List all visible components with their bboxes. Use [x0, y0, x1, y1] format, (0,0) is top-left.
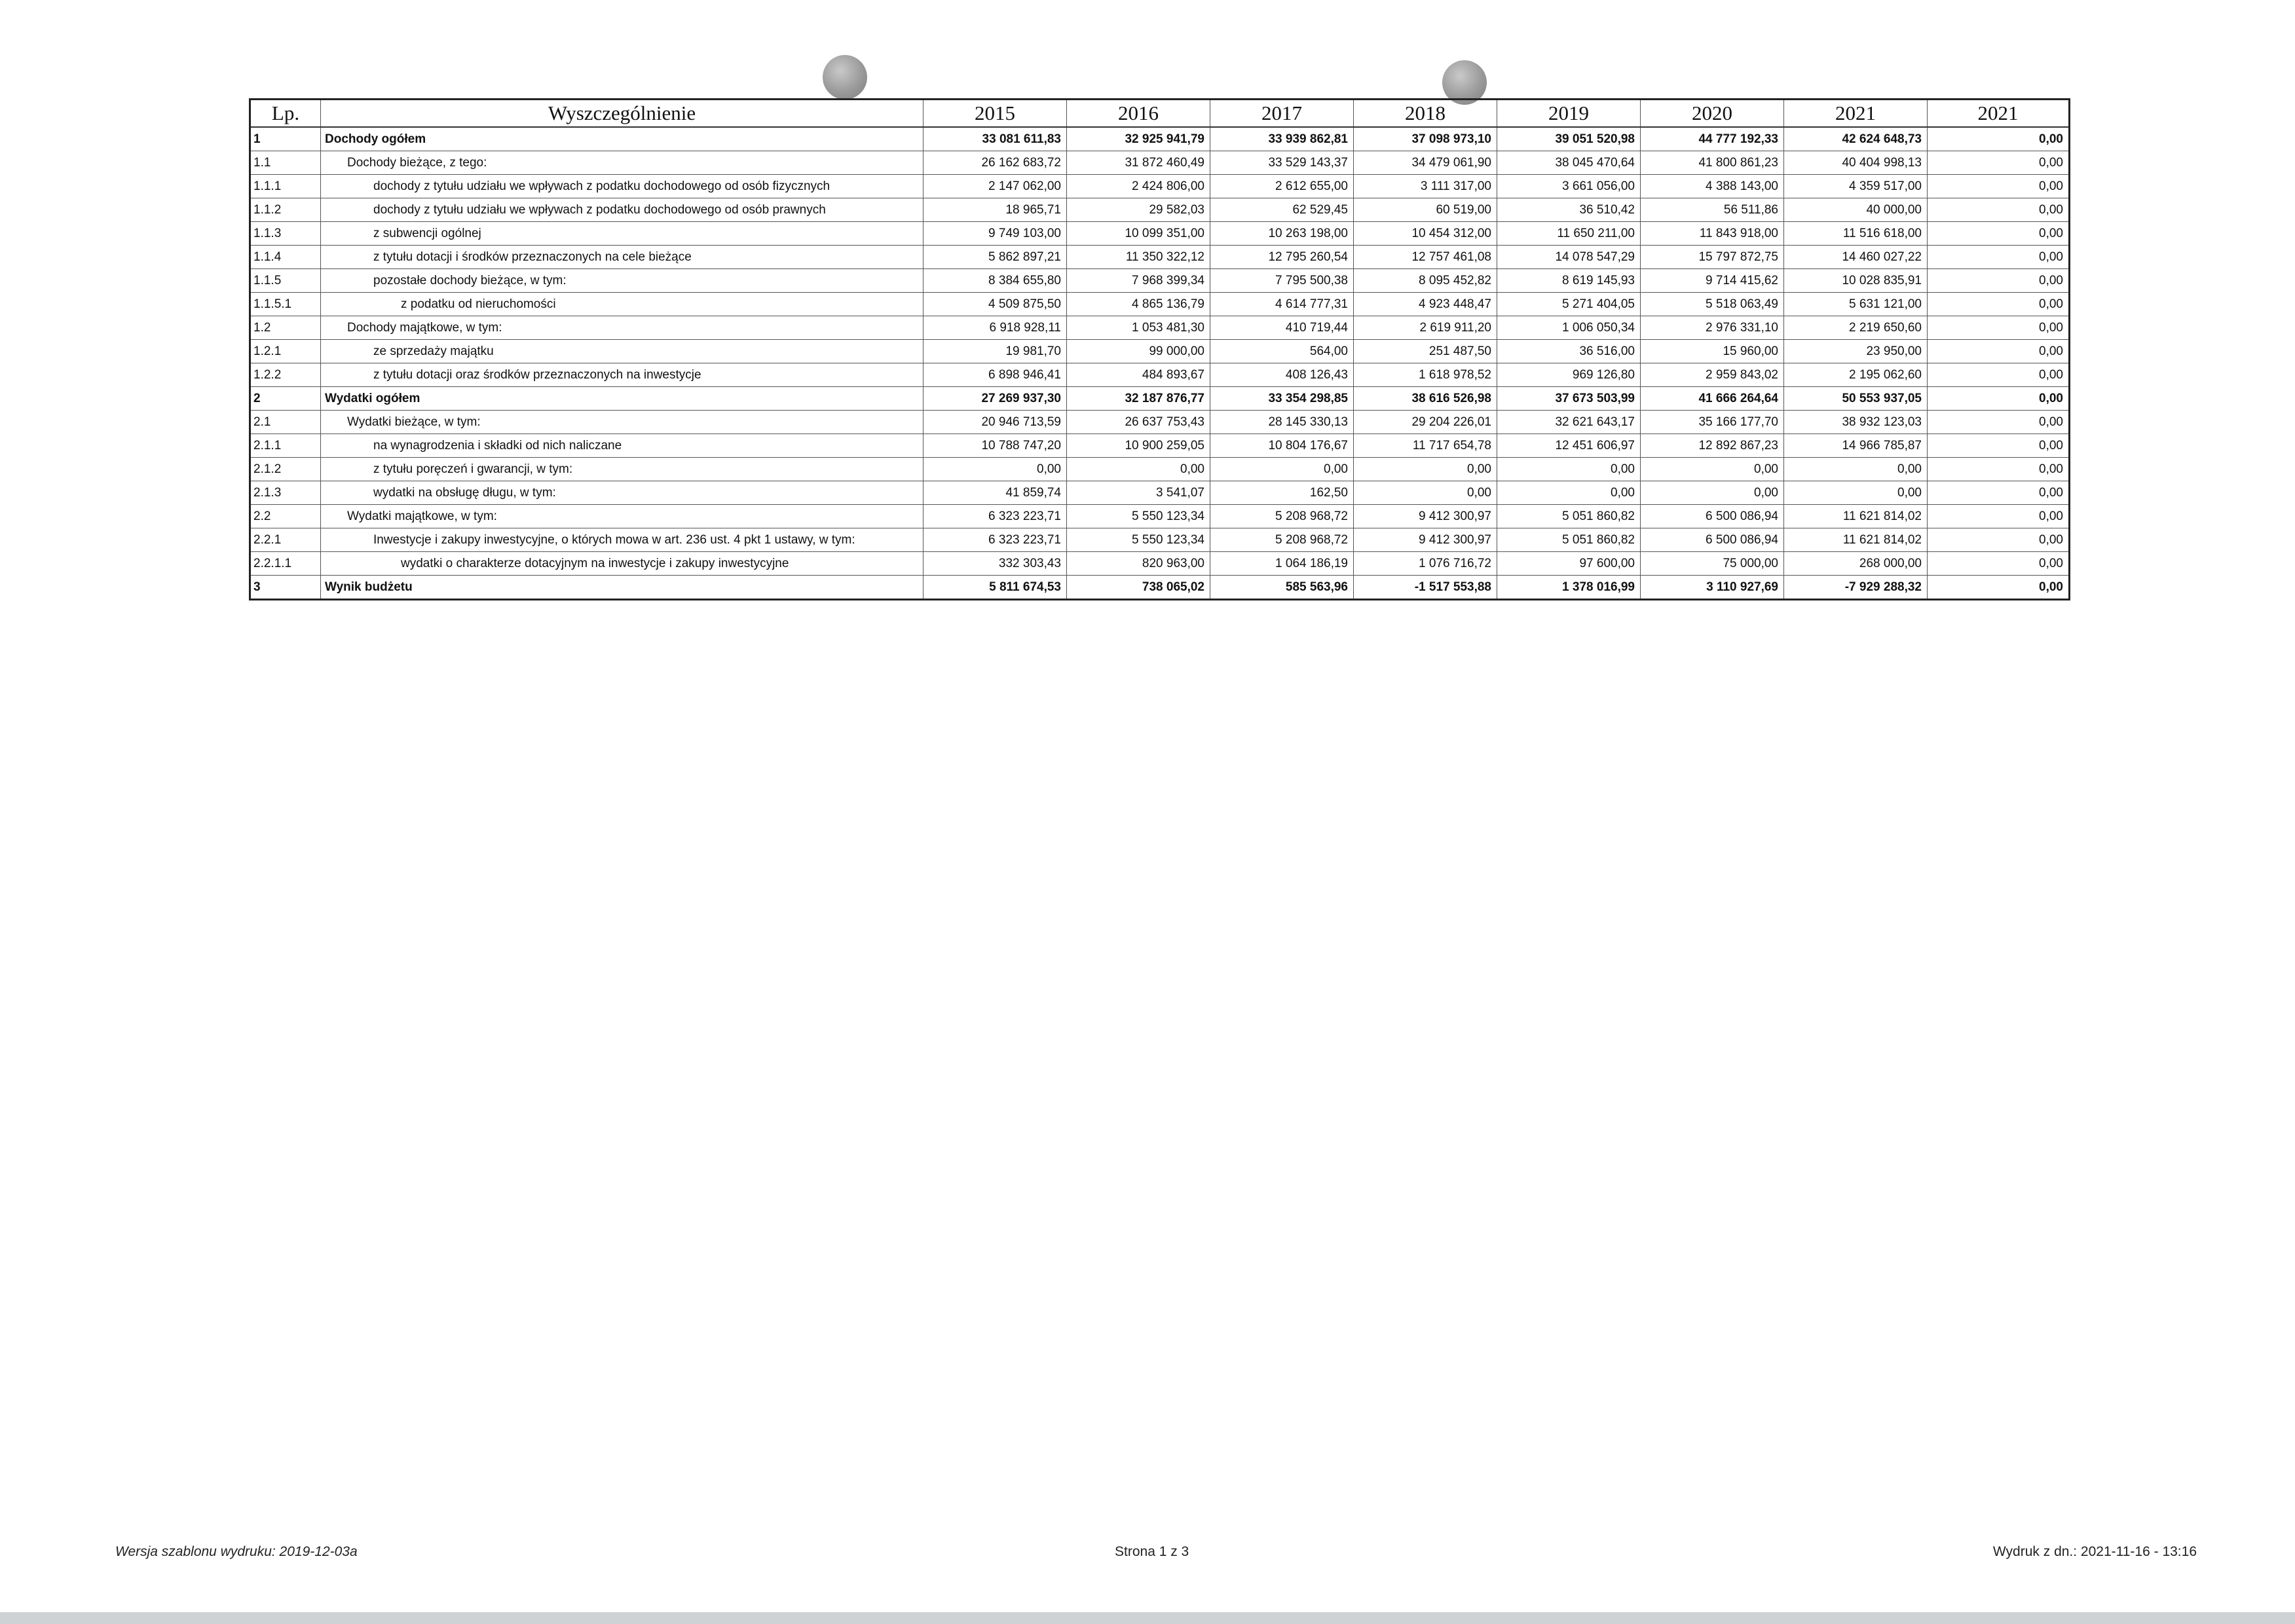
value-cell: 0,00 [1210, 458, 1354, 481]
value-cell: 6 918 928,11 [924, 316, 1067, 340]
value-cell: 5 208 968,72 [1210, 528, 1354, 552]
value-cell: 5 811 674,53 [924, 576, 1067, 600]
value-cell: 585 563,96 [1210, 576, 1354, 600]
value-cell: 37 673 503,99 [1497, 387, 1641, 411]
row-number: 2.2.1 [250, 528, 321, 552]
value-cell: 19 981,70 [924, 340, 1067, 363]
value-cell: 26 162 683,72 [924, 151, 1067, 175]
value-cell: 42 624 648,73 [1784, 127, 1928, 151]
value-cell: 0,00 [1928, 340, 2070, 363]
value-cell: 18 965,71 [924, 198, 1067, 222]
row-number: 1.1.5 [250, 269, 321, 293]
table-header-row [250, 100, 2070, 128]
value-cell: 29 204 226,01 [1354, 411, 1497, 434]
value-cell: 10 788 747,20 [924, 434, 1067, 458]
table-row [250, 222, 2070, 246]
row-number: 1.1.2 [250, 198, 321, 222]
value-cell: 564,00 [1210, 340, 1354, 363]
value-cell: 9 412 300,97 [1354, 528, 1497, 552]
value-cell: 0,00 [1928, 316, 2070, 340]
row-description: z subwencji ogólnej [321, 222, 924, 246]
value-cell: 34 479 061,90 [1354, 151, 1497, 175]
value-cell: 11 717 654,78 [1354, 434, 1497, 458]
scan-edge [0, 1612, 2295, 1624]
row-description: Inwestycje i zakupy inwestycyjne, o których mowa w art. 236 ust. 4 pkt 1 ustawy, w tym: [321, 528, 924, 552]
table-row [250, 552, 2070, 576]
value-cell: 0,00 [1928, 198, 2070, 222]
value-cell: 37 098 973,10 [1354, 127, 1497, 151]
table-row [250, 458, 2070, 481]
row-number: 1.2.1 [250, 340, 321, 363]
value-cell: 26 637 753,43 [1067, 411, 1210, 434]
row-description: Dochody majątkowe, w tym: [321, 316, 924, 340]
value-cell: 36 510,42 [1497, 198, 1641, 222]
value-cell: 14 078 547,29 [1497, 246, 1641, 269]
value-cell: 5 051 860,82 [1497, 505, 1641, 528]
column-header: 2021 [1784, 100, 1928, 128]
column-header: Lp. [250, 100, 321, 128]
value-cell: 332 303,43 [924, 552, 1067, 576]
value-cell: 1 378 016,99 [1497, 576, 1641, 600]
value-cell: 0,00 [1354, 458, 1497, 481]
column-header: 2018 [1354, 100, 1497, 128]
row-description: dochody z tytułu udziału we wpływach z podatku dochodowego od osób fizycznych [321, 175, 924, 198]
table-row [250, 505, 2070, 528]
value-cell: 60 519,00 [1354, 198, 1497, 222]
table-row [250, 340, 2070, 363]
value-cell: 6 323 223,71 [924, 505, 1067, 528]
value-cell: 11 516 618,00 [1784, 222, 1928, 246]
value-cell: 40 000,00 [1784, 198, 1928, 222]
table-row [250, 293, 2070, 316]
value-cell: 32 925 941,79 [1067, 127, 1210, 151]
value-cell: 0,00 [1928, 246, 2070, 269]
value-cell: 41 800 861,23 [1641, 151, 1784, 175]
value-cell: 10 900 259,05 [1067, 434, 1210, 458]
row-description: na wynagrodzenia i składki od nich naliczane [321, 434, 924, 458]
row-number: 2 [250, 387, 321, 411]
value-cell: 3 541,07 [1067, 481, 1210, 505]
value-cell: 32 621 643,17 [1497, 411, 1641, 434]
row-number: 2.1.1 [250, 434, 321, 458]
value-cell: 9 749 103,00 [924, 222, 1067, 246]
table-row [250, 175, 2070, 198]
value-cell: 29 582,03 [1067, 198, 1210, 222]
row-description: z tytułu poręczeń i gwarancji, w tym: [321, 458, 924, 481]
value-cell: 11 621 814,02 [1784, 528, 1928, 552]
value-cell: 0,00 [1928, 576, 2070, 600]
table-row [250, 576, 2070, 600]
value-cell: 408 126,43 [1210, 363, 1354, 387]
print-date: Wydruk z dn.: 2021-11-16 - 13:16 [1992, 1544, 2197, 1559]
row-description: z tytułu dotacji i środków przeznaczonych na cele bieżące [321, 246, 924, 269]
value-cell: 3 111 317,00 [1354, 175, 1497, 198]
value-cell: 11 621 814,02 [1784, 505, 1928, 528]
value-cell: 10 263 198,00 [1210, 222, 1354, 246]
value-cell: 75 000,00 [1641, 552, 1784, 576]
value-cell: -1 517 553,88 [1354, 576, 1497, 600]
row-description: Wydatki bieżące, w tym: [321, 411, 924, 434]
value-cell: 28 145 330,13 [1210, 411, 1354, 434]
row-number: 1.2 [250, 316, 321, 340]
value-cell: 0,00 [1641, 481, 1784, 505]
value-cell: 8 619 145,93 [1497, 269, 1641, 293]
value-cell: 2 619 911,20 [1354, 316, 1497, 340]
value-cell: 14 966 785,87 [1784, 434, 1928, 458]
column-header: 2020 [1641, 100, 1784, 128]
value-cell: 4 614 777,31 [1210, 293, 1354, 316]
value-cell: 4 865 136,79 [1067, 293, 1210, 316]
row-description: z podatku od nieruchomości [321, 293, 924, 316]
value-cell: 0,00 [1497, 458, 1641, 481]
value-cell: 1 076 716,72 [1354, 552, 1497, 576]
column-header: 2021 [1928, 100, 2070, 128]
value-cell: 0,00 [1928, 363, 2070, 387]
value-cell: 2 976 331,10 [1641, 316, 1784, 340]
table-row [250, 363, 2070, 387]
value-cell: 5 051 860,82 [1497, 528, 1641, 552]
value-cell: 0,00 [1928, 269, 2070, 293]
value-cell: 20 946 713,59 [924, 411, 1067, 434]
row-description: Dochody ogółem [321, 127, 924, 151]
value-cell: 15 960,00 [1641, 340, 1784, 363]
row-number: 1.1.1 [250, 175, 321, 198]
value-cell: 5 271 404,05 [1497, 293, 1641, 316]
value-cell: 5 631 121,00 [1784, 293, 1928, 316]
value-cell: 38 045 470,64 [1497, 151, 1641, 175]
value-cell: 5 550 123,34 [1067, 505, 1210, 528]
value-cell: 2 195 062,60 [1784, 363, 1928, 387]
value-cell: 12 451 606,97 [1497, 434, 1641, 458]
table-row [250, 269, 2070, 293]
value-cell: 41 666 264,64 [1641, 387, 1784, 411]
value-cell: 9 412 300,97 [1354, 505, 1497, 528]
value-cell: 1 053 481,30 [1067, 316, 1210, 340]
value-cell: 9 714 415,62 [1641, 269, 1784, 293]
value-cell: 1 064 186,19 [1210, 552, 1354, 576]
row-description: Dochody bieżące, z tego: [321, 151, 924, 175]
value-cell: 5 862 897,21 [924, 246, 1067, 269]
value-cell: 251 487,50 [1354, 340, 1497, 363]
value-cell: 99 000,00 [1067, 340, 1210, 363]
value-cell: 0,00 [1928, 127, 2070, 151]
value-cell: 0,00 [1928, 434, 2070, 458]
value-cell: 97 600,00 [1497, 552, 1641, 576]
value-cell: 0,00 [1928, 293, 2070, 316]
value-cell: 7 968 399,34 [1067, 269, 1210, 293]
value-cell: 1 618 978,52 [1354, 363, 1497, 387]
value-cell: 40 404 998,13 [1784, 151, 1928, 175]
value-cell: 14 460 027,22 [1784, 246, 1928, 269]
value-cell: 0,00 [1928, 222, 2070, 246]
column-header: 2019 [1497, 100, 1641, 128]
table-row [250, 127, 2070, 151]
value-cell: 36 516,00 [1497, 340, 1641, 363]
value-cell: 10 454 312,00 [1354, 222, 1497, 246]
table-row [250, 198, 2070, 222]
value-cell: 7 795 500,38 [1210, 269, 1354, 293]
value-cell: 0,00 [1928, 387, 2070, 411]
value-cell: 33 354 298,85 [1210, 387, 1354, 411]
value-cell: 10 804 176,67 [1210, 434, 1354, 458]
table-row [250, 434, 2070, 458]
value-cell: 23 950,00 [1784, 340, 1928, 363]
value-cell: 0,00 [1928, 552, 2070, 576]
value-cell: 5 208 968,72 [1210, 505, 1354, 528]
row-description: z tytułu dotacji oraz środków przeznaczonych na inwestycje [321, 363, 924, 387]
value-cell: 2 424 806,00 [1067, 175, 1210, 198]
value-cell: 0,00 [924, 458, 1067, 481]
value-cell: 8 384 655,80 [924, 269, 1067, 293]
value-cell: 32 187 876,77 [1067, 387, 1210, 411]
value-cell: 12 892 867,23 [1641, 434, 1784, 458]
value-cell: 11 650 211,00 [1497, 222, 1641, 246]
value-cell: 0,00 [1067, 458, 1210, 481]
value-cell: 0,00 [1928, 481, 2070, 505]
row-number: 1.1.4 [250, 246, 321, 269]
value-cell: 3 110 927,69 [1641, 576, 1784, 600]
row-number: 1.1.3 [250, 222, 321, 246]
value-cell: 33 081 611,83 [924, 127, 1067, 151]
value-cell: 0,00 [1928, 175, 2070, 198]
value-cell: 268 000,00 [1784, 552, 1928, 576]
value-cell: 820 963,00 [1067, 552, 1210, 576]
value-cell: 0,00 [1928, 151, 2070, 175]
value-cell: 35 166 177,70 [1641, 411, 1784, 434]
row-description: wydatki o charakterze dotacyjnym na inwestycje i zakupy inwestycyjne [321, 552, 924, 576]
table-row [250, 528, 2070, 552]
value-cell: 38 616 526,98 [1354, 387, 1497, 411]
value-cell: 4 509 875,50 [924, 293, 1067, 316]
row-description: wydatki na obsługę długu, w tym: [321, 481, 924, 505]
value-cell: 39 051 520,98 [1497, 127, 1641, 151]
value-cell: 2 959 843,02 [1641, 363, 1784, 387]
value-cell: 10 028 835,91 [1784, 269, 1928, 293]
value-cell: 6 500 086,94 [1641, 528, 1784, 552]
value-cell: 33 529 143,37 [1210, 151, 1354, 175]
value-cell: 11 350 322,12 [1067, 246, 1210, 269]
row-number: 1.1 [250, 151, 321, 175]
value-cell: 33 939 862,81 [1210, 127, 1354, 151]
value-cell: 62 529,45 [1210, 198, 1354, 222]
table-row [250, 481, 2070, 505]
value-cell: 0,00 [1784, 481, 1928, 505]
column-header: Wyszczególnienie [321, 100, 924, 128]
table-row [250, 246, 2070, 269]
row-number: 2.1.3 [250, 481, 321, 505]
value-cell: 2 147 062,00 [924, 175, 1067, 198]
value-cell: 38 932 123,03 [1784, 411, 1928, 434]
row-number: 2.2.1.1 [250, 552, 321, 576]
value-cell: 738 065,02 [1067, 576, 1210, 600]
row-number: 1 [250, 127, 321, 151]
row-number: 2.1 [250, 411, 321, 434]
row-number: 1.2.2 [250, 363, 321, 387]
value-cell: 8 095 452,82 [1354, 269, 1497, 293]
table-row [250, 151, 2070, 175]
value-cell: 2 219 650,60 [1784, 316, 1928, 340]
value-cell: 0,00 [1928, 528, 2070, 552]
value-cell: 6 898 946,41 [924, 363, 1067, 387]
column-header: 2015 [924, 100, 1067, 128]
row-description: pozostałe dochody bieżące, w tym: [321, 269, 924, 293]
table-row [250, 411, 2070, 434]
value-cell: 12 795 260,54 [1210, 246, 1354, 269]
row-number: 2.2 [250, 505, 321, 528]
value-cell: 162,50 [1210, 481, 1354, 505]
value-cell: 0,00 [1928, 505, 2070, 528]
row-number: 1.1.5.1 [250, 293, 321, 316]
value-cell: -7 929 288,32 [1784, 576, 1928, 600]
row-description: Wynik budżetu [321, 576, 924, 600]
value-cell: 3 661 056,00 [1497, 175, 1641, 198]
value-cell: 12 757 461,08 [1354, 246, 1497, 269]
value-cell: 4 359 517,00 [1784, 175, 1928, 198]
value-cell: 484 893,67 [1067, 363, 1210, 387]
value-cell: 4 923 448,47 [1354, 293, 1497, 316]
value-cell: 0,00 [1928, 458, 2070, 481]
value-cell: 1 006 050,34 [1497, 316, 1641, 340]
value-cell: 27 269 937,30 [924, 387, 1067, 411]
value-cell: 11 843 918,00 [1641, 222, 1784, 246]
row-description: dochody z tytułu udziału we wpływach z podatku dochodowego od osób prawnych [321, 198, 924, 222]
value-cell: 5 518 063,49 [1641, 293, 1784, 316]
value-cell: 0,00 [1354, 481, 1497, 505]
value-cell: 2 612 655,00 [1210, 175, 1354, 198]
value-cell: 0,00 [1641, 458, 1784, 481]
column-header: 2016 [1067, 100, 1210, 128]
table-row [250, 316, 2070, 340]
value-cell: 6 323 223,71 [924, 528, 1067, 552]
value-cell: 4 388 143,00 [1641, 175, 1784, 198]
value-cell: 41 859,74 [924, 481, 1067, 505]
table-row [250, 387, 2070, 411]
row-description: ze sprzedaży majątku [321, 340, 924, 363]
value-cell: 50 553 937,05 [1784, 387, 1928, 411]
punch-hole [823, 55, 867, 100]
value-cell: 44 777 192,33 [1641, 127, 1784, 151]
column-header: 2017 [1210, 100, 1354, 128]
budget-table [249, 98, 2070, 600]
row-description: Wydatki majątkowe, w tym: [321, 505, 924, 528]
row-description: Wydatki ogółem [321, 387, 924, 411]
value-cell: 969 126,80 [1497, 363, 1641, 387]
value-cell: 56 511,86 [1641, 198, 1784, 222]
value-cell: 0,00 [1784, 458, 1928, 481]
value-cell: 31 872 460,49 [1067, 151, 1210, 175]
value-cell: 0,00 [1497, 481, 1641, 505]
value-cell: 5 550 123,34 [1067, 528, 1210, 552]
value-cell: 10 099 351,00 [1067, 222, 1210, 246]
template-version: Wersja szablonu wydruku: 2019-12-03a [115, 1544, 358, 1559]
row-number: 2.1.2 [250, 458, 321, 481]
value-cell: 6 500 086,94 [1641, 505, 1784, 528]
value-cell: 410 719,44 [1210, 316, 1354, 340]
value-cell: 15 797 872,75 [1641, 246, 1784, 269]
value-cell: 0,00 [1928, 411, 2070, 434]
row-number: 3 [250, 576, 321, 600]
page-number: Strona 1 z 3 [1115, 1544, 1189, 1559]
